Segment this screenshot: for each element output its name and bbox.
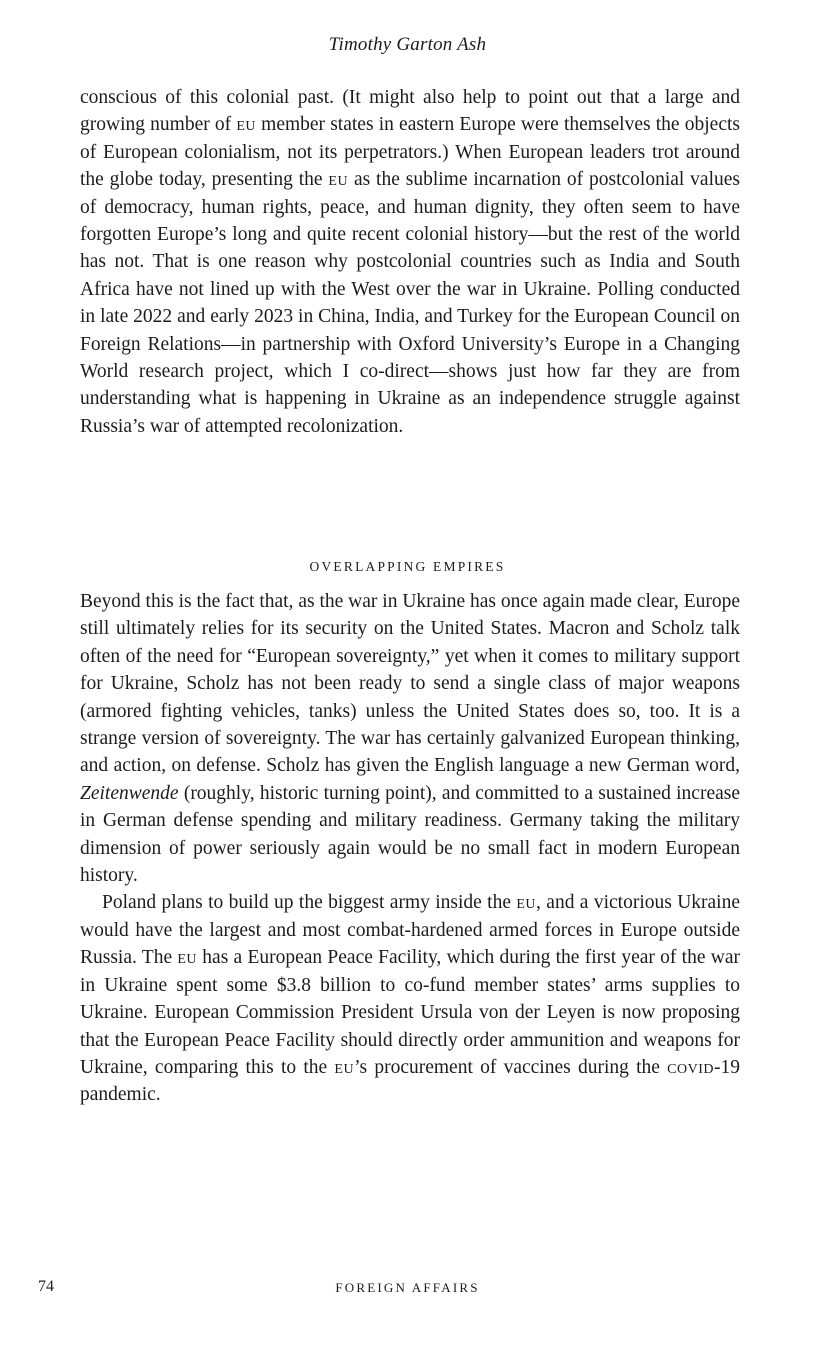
page-number: 74 — [38, 1278, 54, 1295]
paragraph-poland — [80, 889, 740, 1108]
eu-abbrev: eu — [334, 1056, 355, 1078]
text-run: Poland plans to build up the biggest army inside the — [102, 892, 517, 914]
running-head: Timothy Garton Ash — [328, 34, 487, 55]
text-run: has a European Peace Facility, which during the first year of the war in Ukraine spent some $3.8 billion to co-fund member states’ arms supplies to Ukraine. European Commission President Ursula von der Leyen is now proposing that the European Peace Facility should directly order ammunition and weapons for Ukraine, comparing this to the — [80, 947, 740, 1078]
text-run: ’s procurement of vaccines during the — [354, 1056, 668, 1078]
covid-abbrev: covid — [667, 1056, 715, 1078]
body-text-bottom — [80, 588, 740, 1109]
text-run: -19 pandemic. — [80, 1056, 741, 1106]
text-run: Beyond this is the fact that, as the war in Ukraine has once again made clear, Europe still ultimately relies for its security on the United States. Macron and Scholz talk often of the need for “European sovereignty,” yet when it comes to military support for Ukraine, Scholz has not been ready to send a single class of major weapons (armored fighting vehicles, tanks) unless the United States does so, too. It is a strange version of sovereignty. The war has certainly galvanized European thinking, and action, on defense. Scholz has given the English language a new German word, — [80, 591, 740, 777]
paragraph-security — [80, 588, 740, 889]
eu-abbrev: eu — [177, 947, 198, 969]
text-run: conscious of this colonial past. (It might also help to point out that a large and growing number of — [80, 87, 740, 136]
text-run: (roughly, historic turning point), and committed to a sustained increase in German defense spending and military readiness. Germany taking the military dimension of power seriously again would be no small fact in modern European history. — [80, 782, 740, 887]
section-heading: OVERLAPPING EMPIRES — [309, 559, 506, 574]
publication-title: FOREIGN AFFAIRS — [335, 1280, 480, 1295]
paragraph-colonial-past — [80, 84, 740, 440]
eu-abbrev: eu — [328, 169, 349, 191]
eu-abbrev: eu — [236, 114, 256, 136]
italic-term: Zeitenwende — [80, 782, 179, 804]
text-run: as the sublime incarnation of postcolonial values of democracy, human rights, peace, and human dignity, they often seem to have forgotten Europe’s long and quite recent colonial history—but the rest of the world has not. That is one reason why postcolonial countries such as India and South Africa have not lined up with the West over the war in Ukraine. Polling conducted in late 2022 and early 2023 in China, India, and Turkey for the European Council on Foreign Relations—in partnership with Oxford University’s Europe in a Changing World research project, which I co-direct—shows just how far they are from understanding what is happening in Ukraine as an independence struggle against Russia’s war of attempted recolonization. — [80, 169, 740, 437]
body-text-top — [80, 84, 740, 440]
eu-abbrev: eu — [516, 892, 537, 914]
text-run: , and a victorious Ukraine would have the largest and most combat-hardened armed forces in Europe outside Russia. The — [80, 892, 740, 969]
text-run: member states in eastern Europe were themselves the objects of European colonialism, not its perpetrators.) When European leaders trot around the globe today, presenting the — [80, 114, 740, 191]
